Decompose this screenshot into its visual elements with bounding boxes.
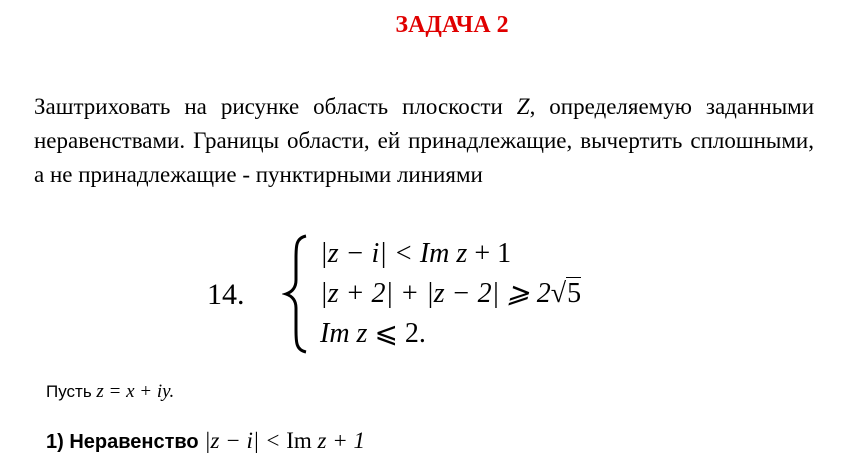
plane-variable: Z: [516, 94, 530, 119]
sqrt-symbol: √: [550, 278, 567, 309]
step-1-im: Im: [286, 428, 312, 453]
equation-1: [320, 234, 581, 274]
eq2-lhs: |z + 2| + |z − 2| ⩾ 2: [320, 278, 551, 309]
step-1-formula-b: z + 1: [311, 428, 366, 453]
step-1-label: 1) Неравенство: [46, 431, 205, 453]
system-equations: [320, 234, 581, 354]
eq3-im: Im z: [320, 318, 368, 349]
sqrt-radicand: 5: [567, 278, 582, 309]
task-title: ЗАДАЧА 2: [395, 12, 509, 38]
task-description: [34, 90, 814, 192]
equation-2: [320, 274, 581, 314]
task-text-after: , определяемую заданными неравенствами. Границы области, ей принадлежащие, вычертить сплошными, а не принадлежащие - пунктирными линиями: [34, 94, 815, 187]
eq1-rhs: + 1: [467, 238, 512, 269]
system-number: 14.: [207, 278, 245, 311]
left-brace: [282, 234, 310, 354]
let-formula: z = x + iy.: [96, 381, 175, 402]
sqrt-five: [551, 274, 581, 314]
step-1-heading: [46, 428, 365, 454]
equation-3: [320, 314, 581, 354]
eq1-im: Im z: [419, 238, 468, 269]
step-1-formula: [204, 428, 365, 453]
step-1-formula-a: |z − i| <: [204, 428, 287, 453]
eq1-lhs: |z − i| <: [320, 238, 420, 269]
task-text-before: Заштриховать на рисунке область плоскости: [34, 94, 517, 119]
substitution-line: [46, 381, 174, 403]
inequality-system: [0, 230, 862, 360]
let-label: Пусть: [46, 382, 97, 401]
eq3-rhs: ⩽ 2.: [367, 318, 426, 349]
